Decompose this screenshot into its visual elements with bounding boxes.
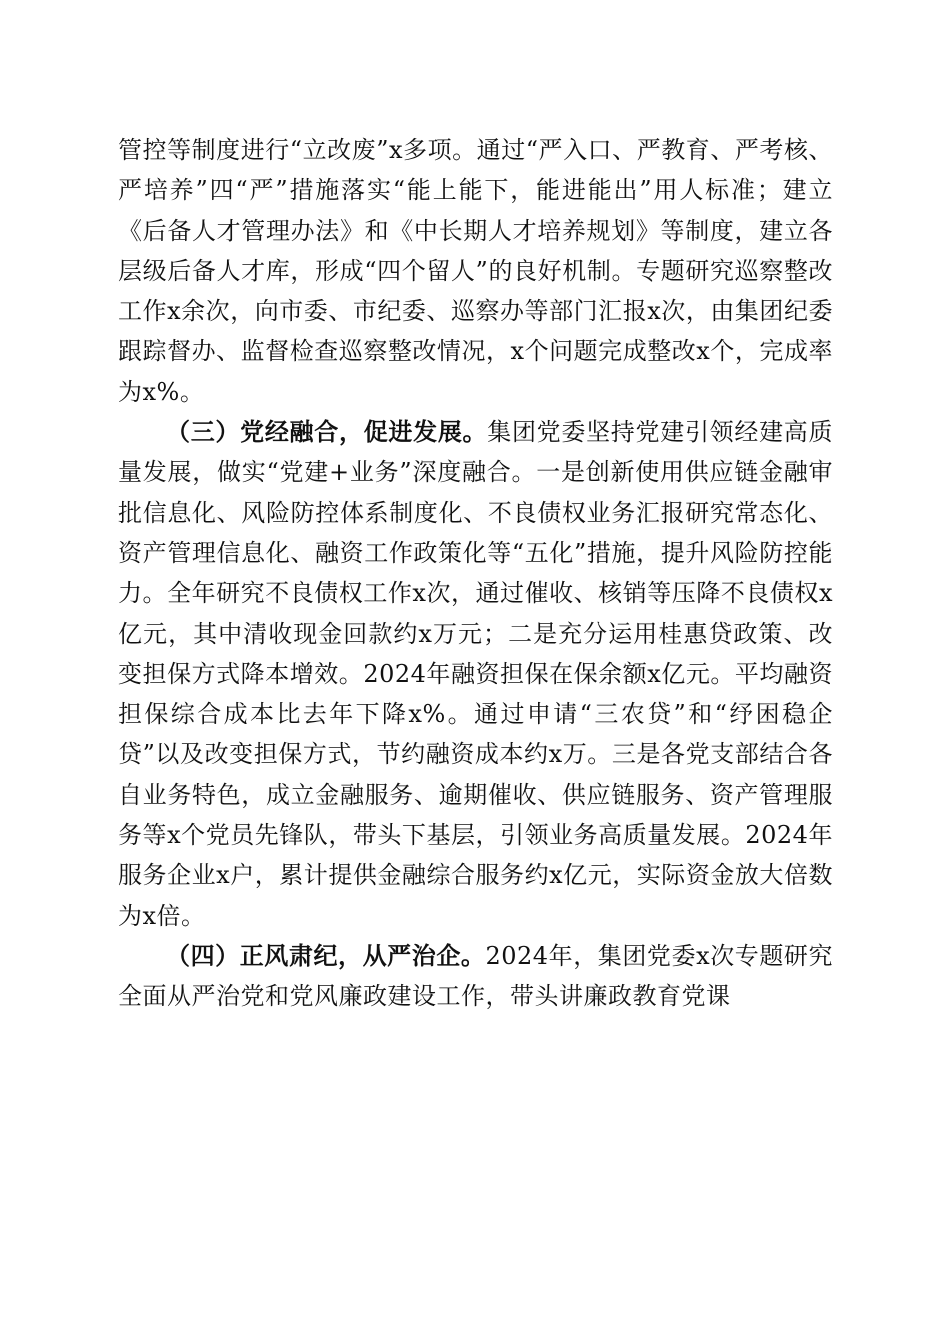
document-body bbox=[118, 130, 833, 1017]
paragraph-section-three bbox=[118, 412, 833, 936]
section-heading: （四）正风肃纪，从严治企。 bbox=[166, 941, 486, 970]
paragraph-text: 2024年，集团党委x次专题研究全面从严治党和党风廉政建设工作，带头讲廉政教育党课 bbox=[118, 941, 833, 1011]
paragraph-text: 管控等制度进行“立改废”x多项。通过“严入口、严教育、严考核、严培养”四“严”措施落实“能上能下，能进能出”用人标准；建立《后备人才管理办法》和《中长期人才培养规划》等制度，建立各层级后备人才库，形成“四个留人”的良好机制。专题研究巡察整改工作x余次，向市委、市纪委、巡察办等部门汇报x次，由集团纪委跟踪督办、监督检查巡察整改情况，x个问题完成整改x个，完成率为x%。 bbox=[118, 136, 833, 406]
paragraph-continuation bbox=[118, 130, 833, 412]
section-heading: （三）党经融合，促进发展。 bbox=[166, 418, 488, 447]
paragraph-text: 集团党委坚持党建引领经建高质量发展，做实“党建+业务”深度融合。一是创新使用供应链金融审批信息化、风险防控体系制度化、不良债权业务汇报研究常态化、资产管理信息化、融资工作政策化等“五化”措施，提升风险防控能力。全年研究不良债权工作x次，通过催收、核销等压降不良债权x亿元，其中清收现金回款约x万元；二是充分运用桂惠贷政策、改变担保方式降本增效。2024年融资担保在保余额x亿元。平均融资担保综合成本比去年下降x%。通过申请“三农贷”和“纾困稳企贷”以及改变担保方式，节约融资成本约x万。三是各党支部结合各自业务特色，成立金融服务、逾期催收、供应链服务、资产管理服务等x个党员先锋队，带头下基层，引领业务高质量发展。2024年服务企业x户，累计提供金融综合服务约x亿元，实际资金放大倍数为x倍。 bbox=[118, 418, 833, 930]
paragraph-section-four bbox=[118, 936, 833, 1017]
